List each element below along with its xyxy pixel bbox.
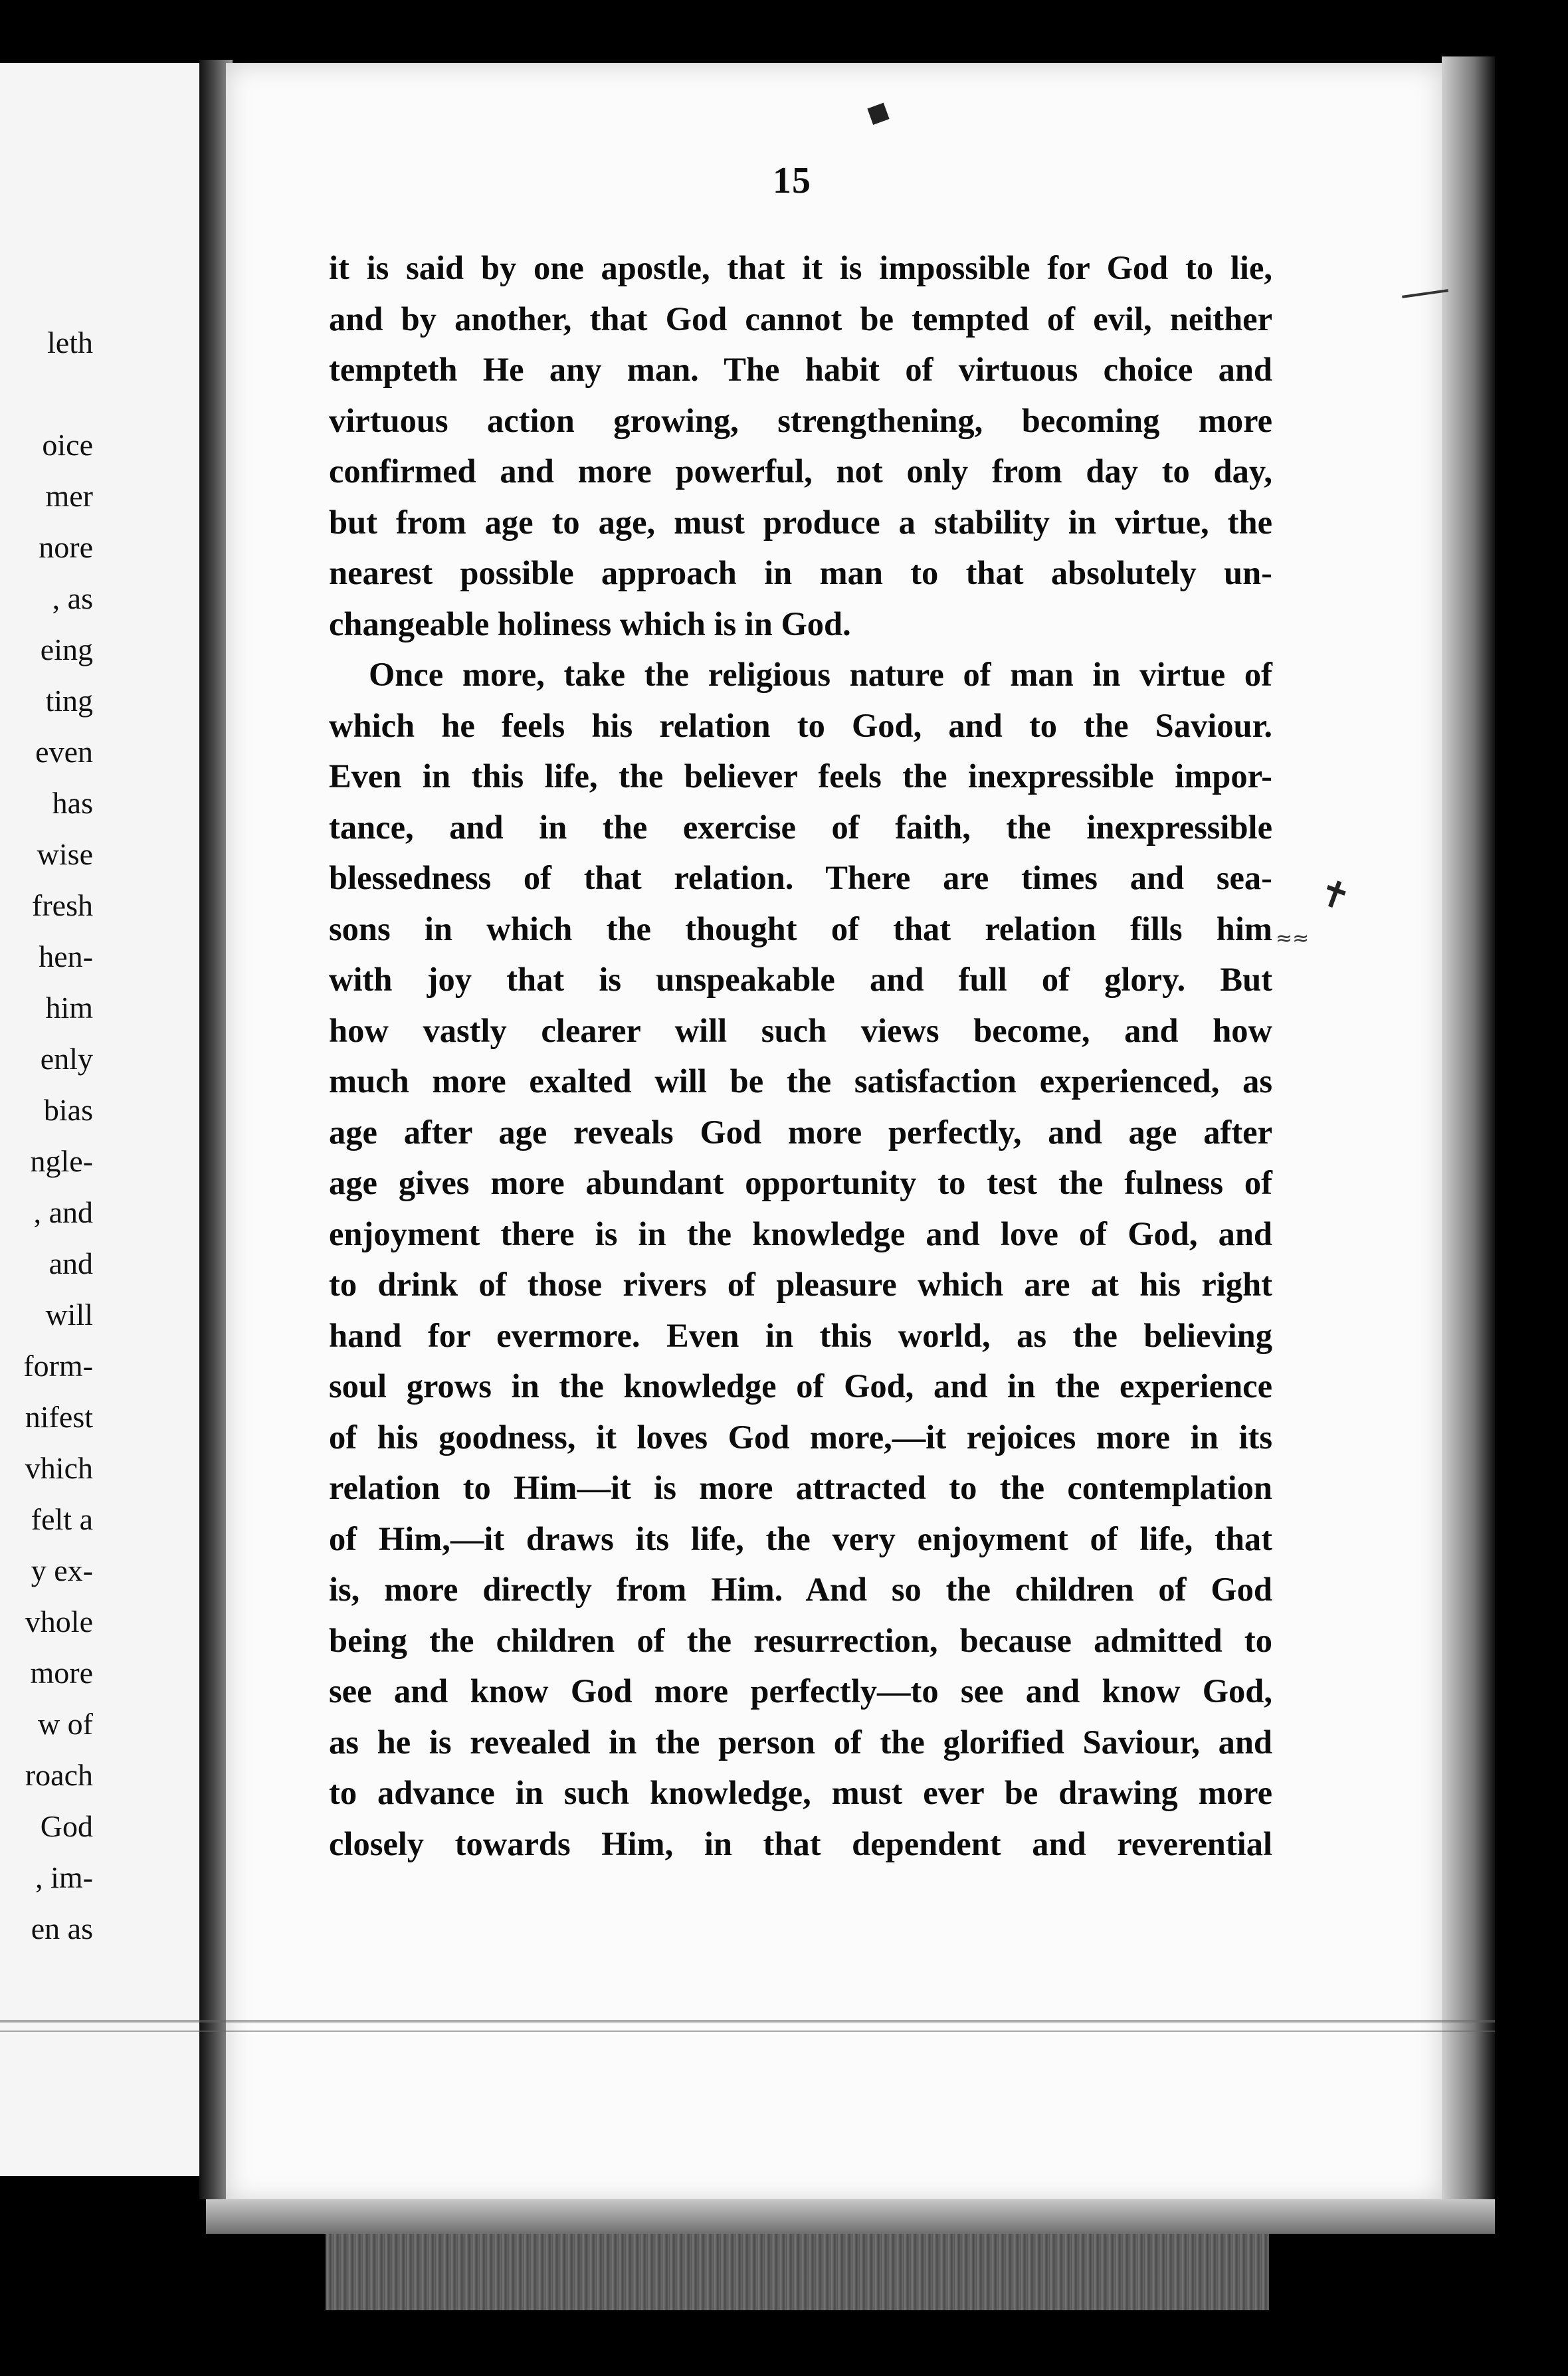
text-line: with joy that is unspeakable and full of glory. But xyxy=(329,961,1272,998)
text-line: is, more directly from Him. And so the children of God xyxy=(329,1571,1272,1608)
text-line: hand for evermore. Even in this world, as the believing xyxy=(329,1316,1272,1354)
scan-rule-line xyxy=(0,2020,1495,2023)
left-fragment-line: ngle- xyxy=(30,1144,93,1178)
ink-blot-mark: ◆ xyxy=(860,89,899,134)
page-right-edge xyxy=(1442,56,1495,2223)
left-fragment-line: enly xyxy=(40,1042,93,1076)
left-fragment-line: even xyxy=(35,735,93,769)
scan-rule-line xyxy=(0,2030,1495,2032)
left-fragment-line: eing xyxy=(40,633,93,666)
text-line: tempteth He any man. The habit of virtuous choice and xyxy=(329,351,1272,388)
text-line: being the children of the resurrection, because admitted to xyxy=(329,1621,1272,1659)
margin-cross-mark: ✝ xyxy=(1312,869,1357,922)
left-fragment-line: nifest xyxy=(25,1400,93,1434)
text-line: which he feels his relation to God, and to the Saviour. xyxy=(329,706,1272,744)
left-fragment-line: and xyxy=(49,1246,93,1280)
left-page-text-fragments xyxy=(0,317,93,1954)
left-fragment-line: has xyxy=(52,786,93,820)
left-fragment-line: fresh xyxy=(32,888,93,922)
text-line: enjoyment there is in the knowledge and love of God, and xyxy=(329,1215,1272,1252)
text-line: blessedness of that relation. There are times and sea- xyxy=(329,859,1272,896)
left-fragment-line xyxy=(0,368,93,419)
text-line: closely towards Him, in that dependent and reverential xyxy=(329,1825,1272,1862)
left-fragment-line: en as xyxy=(31,1912,93,1945)
text-line: and by another, that God cannot be tempted of evil, neither xyxy=(329,300,1272,338)
page-bottom-edge xyxy=(206,2199,1495,2234)
page-body-text xyxy=(329,243,1272,1869)
text-line: as he is revealed in the person of the glorified Saviour, and xyxy=(329,1723,1272,1761)
left-fragment-line: y ex- xyxy=(31,1553,93,1587)
text-line: to drink of those rivers of pleasure which are at his right xyxy=(329,1266,1272,1303)
text-line: how vastly clearer will such views become, and how xyxy=(329,1011,1272,1049)
text-line: Once more, take the religious nature of man in virtue of xyxy=(369,656,1272,693)
text-line: sons in which the thought of that relation fills him xyxy=(329,910,1272,947)
text-line: soul grows in the knowledge of God, and in the experience xyxy=(329,1367,1272,1405)
text-line: nearest possible approach in man to that absolutely un- xyxy=(329,554,1272,591)
left-fragment-line: him xyxy=(45,991,93,1025)
left-fragment-line: wise xyxy=(37,837,93,871)
left-fragment-line: vhich xyxy=(25,1451,93,1485)
text-line: changeable holiness which is in God. xyxy=(329,605,851,643)
left-fragment-line: God xyxy=(40,1809,93,1843)
left-fragment-line: vhole xyxy=(25,1605,93,1638)
text-line: confirmed and more powerful, not only from day to day, xyxy=(329,452,1272,490)
text-line: but from age to age, must produce a stability in virtue, the xyxy=(329,503,1272,541)
left-fragment-line: hen- xyxy=(39,940,93,973)
left-facing-page xyxy=(0,63,209,2176)
left-fragment-line: leth xyxy=(47,326,93,359)
text-line: of his goodness, it loves God more,—it rejoices more in its xyxy=(329,1418,1272,1456)
text-line: of Him,—it draws its life, the very enjoyment of life, that xyxy=(329,1520,1272,1557)
text-line: it is said by one apostle, that it is impossible for God to lie, xyxy=(329,249,1272,286)
text-line: age after age reveals God more perfectly, and age after xyxy=(329,1113,1272,1151)
text-line: virtuous action growing, strengthening, becoming more xyxy=(329,401,1272,439)
left-fragment-line: roach xyxy=(25,1758,93,1792)
text-line: to advance in such knowledge, must ever be drawing more xyxy=(329,1774,1272,1811)
text-line: Even in this life, the believer feels the inexpressible impor- xyxy=(329,757,1272,795)
left-fragment-line: , as xyxy=(52,581,93,615)
left-fragment-line: form- xyxy=(23,1349,93,1383)
left-fragment-line: w of xyxy=(37,1707,93,1741)
binding-texture xyxy=(326,2234,1269,2310)
left-fragment-line: , and xyxy=(33,1195,93,1229)
left-fragment-line: , im- xyxy=(35,1860,93,1894)
text-line: see and know God more perfectly—to see and know God, xyxy=(329,1672,1272,1710)
left-fragment-line: bias xyxy=(43,1093,93,1127)
text-line: age gives more abundant opportunity to test the fulness of xyxy=(329,1164,1272,1201)
left-fragment-line: oice xyxy=(42,428,93,462)
left-fragment-line: will xyxy=(45,1298,93,1332)
left-fragment-line: mer xyxy=(45,479,93,513)
text-line: tance, and in the exercise of faith, the inexpressible xyxy=(329,808,1272,846)
text-line: relation to Him—it is more attracted to the contemplation xyxy=(329,1469,1272,1506)
left-fragment-line: nore xyxy=(39,530,93,564)
left-fragment-line: felt a xyxy=(31,1502,93,1536)
page-number: 15 xyxy=(773,160,811,201)
left-fragment-line: ting xyxy=(45,684,93,718)
left-fragment-line: more xyxy=(30,1656,93,1690)
margin-smudge-mark: ≈≈ xyxy=(1276,927,1310,950)
text-line: much more exalted will be the satisfaction experienced, as xyxy=(329,1062,1272,1100)
